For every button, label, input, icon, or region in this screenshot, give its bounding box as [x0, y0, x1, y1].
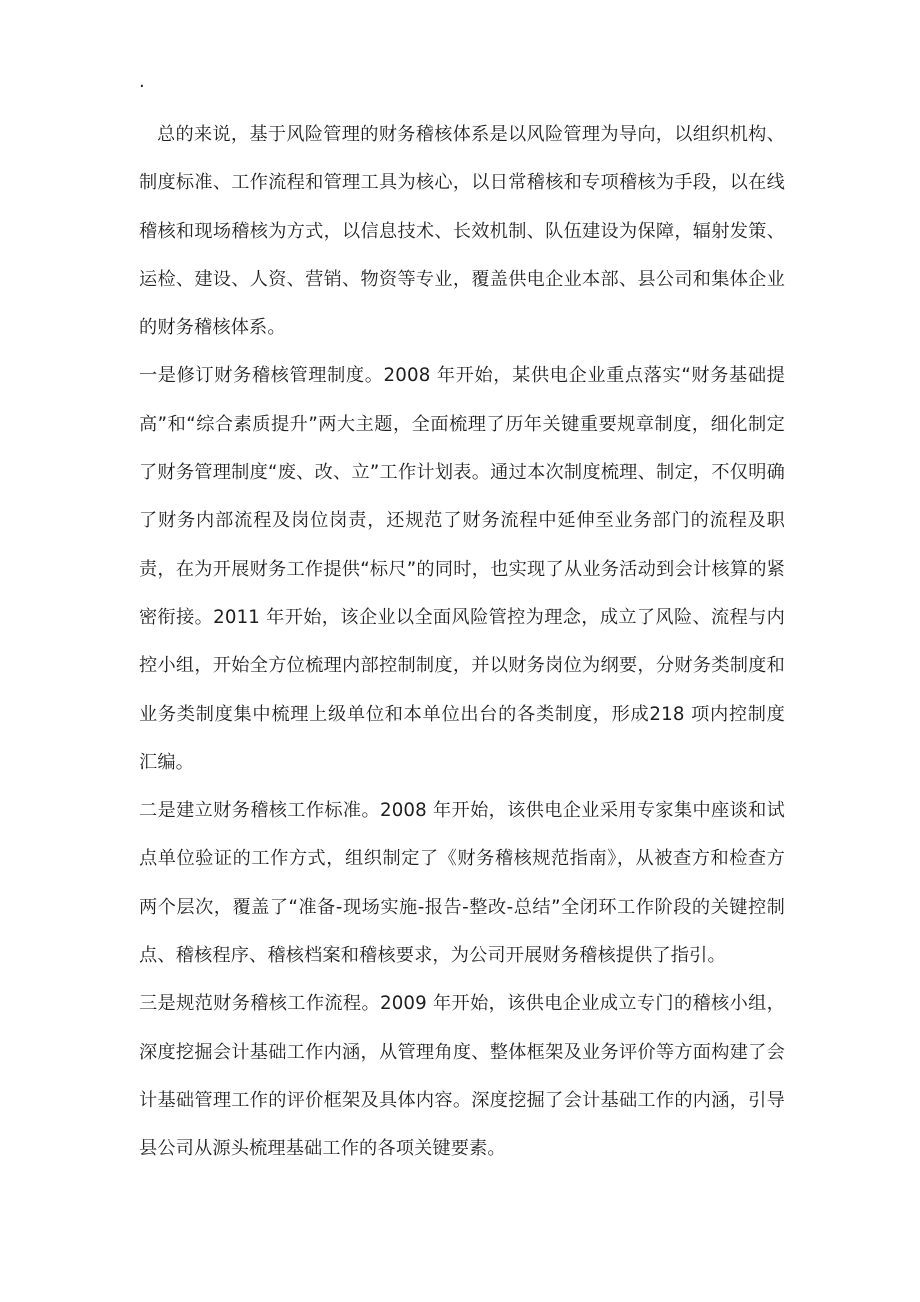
document-body — [139, 111, 785, 1174]
paragraph-audit-standard: 二是建立财务稽核工作标准。2008 年开始，该供电企业采用专家集中座谈和试点单位验证的工作方式，组织制定了《财务稽核规范指南》，从被查方和检查方两个层次，覆盖了“准备-现场实施-报告-整改-总结”全闭环工作阶段的关键控制点、稽核程序、稽核档案和稽核要求，为公司开展财务稽核提供了指引。 — [139, 800, 785, 967]
paragraph-audit-process: 三是规范财务稽核工作流程。2009 年开始，该供电企业成立专门的稽核小组，深度挖掘会计基础工作内涵，从管理角度、整体框架及业务评价等方面构建了会计基础管理工作的评价框架及具体内容。深度挖掘了会计基础工作的内涵，引导县公司从源头梳理基础工作的各项关键要素。 — [139, 993, 785, 1160]
page-marker: . — [139, 71, 145, 92]
paragraph-summary: 总的来说，基于风险管理的财务稽核体系是以风险管理为导向，以组织机构、制度标准、工作流程和管理工具为核心，以日常稽核和专项稽核为手段，以在线稽核和现场稽核为方式，以信息技术、长效机制、队伍建设为保障，辐射发策、运检、建设、人资、营销、物资等专业，覆盖供电企业本部、县公司和集体企业的财务稽核体系。 — [139, 124, 785, 339]
paragraph-revise-system: 一是修订财务稽核管理制度。2008 年开始，某供电企业重点落实“财务基础提高”和“综合素质提升”两大主题，全面梳理了历年关键重要规章制度，细化制定了财务管理制度“废、改、立”工作计划表。通过本次制度梳理、制定，不仅明确了财务内部流程及岗位岗责，还规范了财务流程中延伸至业务部门的流程及职责，在为开展财务工作提供“标尺”的同时，也实现了从业务活动到会计核算的紧密衔接。2011 年开始，该企业以全面风险管控为理念，成立了风险、流程与内控小组，开始全方位梳理内部控制制度，并以财务岗位为纲要，分财务类制度和业务类制度集中梳理上级单位和本单位出台的各类制度，形成218 项内控制度汇编。 — [139, 365, 785, 773]
